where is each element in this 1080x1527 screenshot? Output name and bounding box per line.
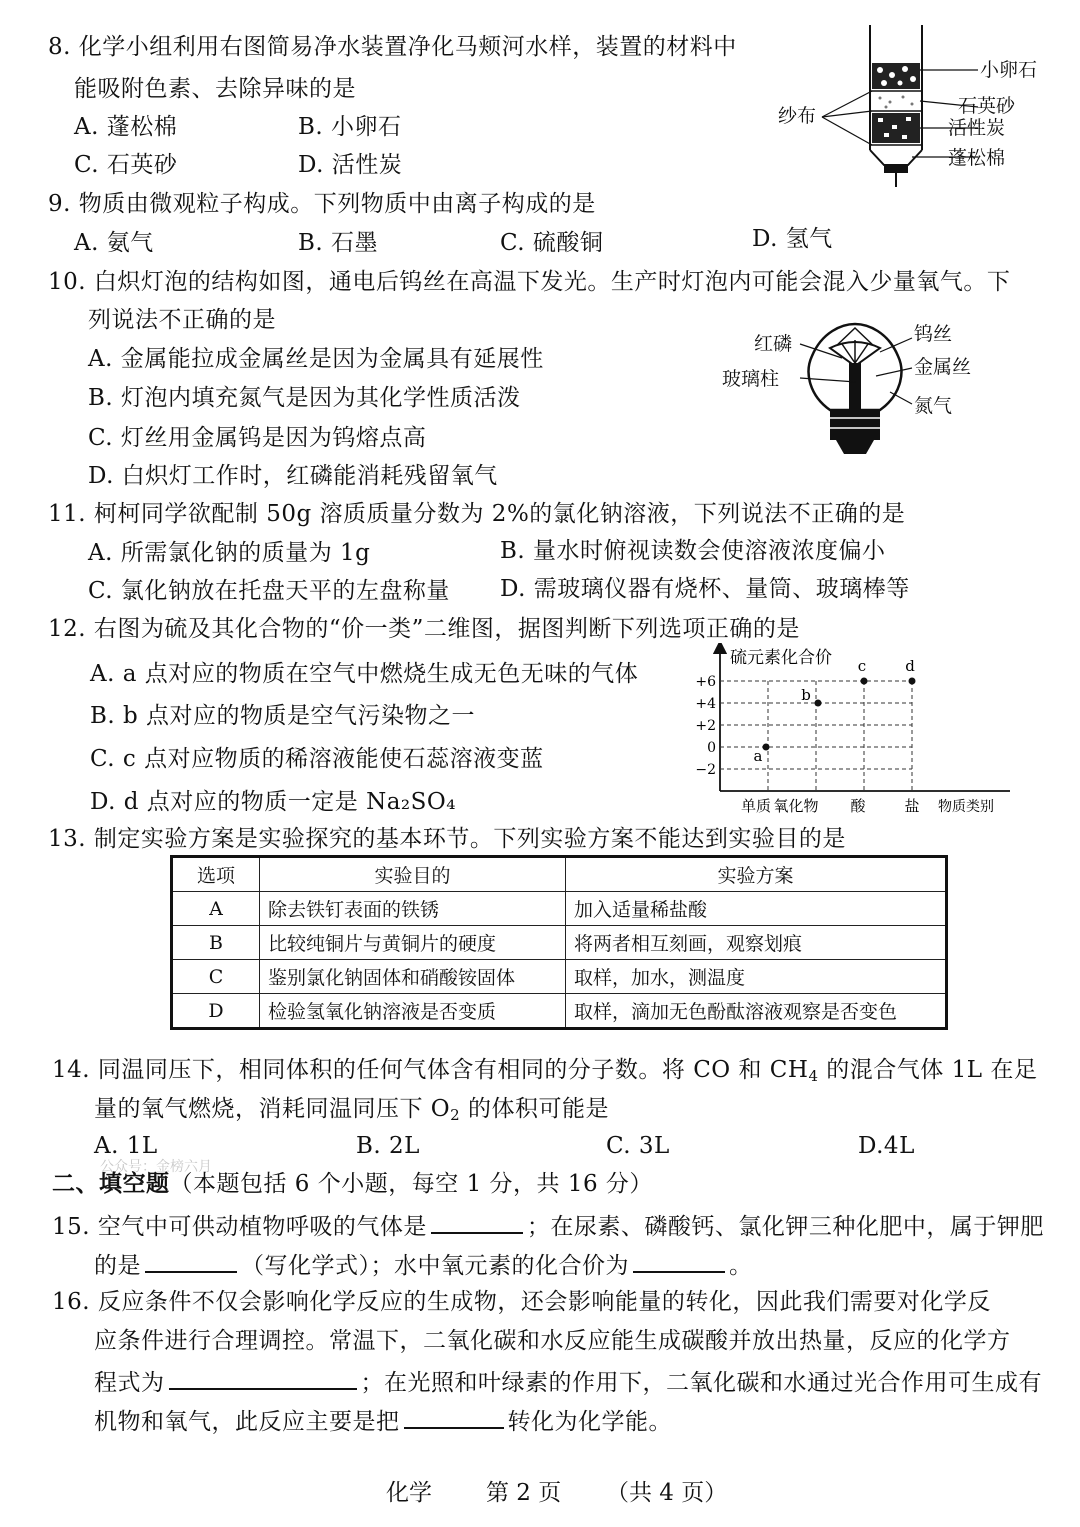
q14-option-b: B. 2L <box>356 1133 420 1159</box>
label-pebble: 小卵石 <box>980 59 1038 81</box>
table-cell: 取样，滴加无色酚酞溶液观察是否变色 <box>566 994 947 1029</box>
table-cell: 将两者相互刻画，观察划痕 <box>566 926 947 960</box>
footer-subject: 化学 <box>386 1480 432 1506</box>
q15-text-1b: ；在尿素、磷酸钙、氯化钾三种化肥中，属于钾肥 <box>526 1214 1044 1240</box>
y-axis-label: 硫元素化合价 <box>730 648 832 668</box>
q12-option-c: C. c 点对应物质的稀溶液能使石蕊溶液变蓝 <box>90 746 544 772</box>
q9-option-c: C. 硫酸铜 <box>500 230 604 256</box>
q11-option-c: C. 氯化钠放在托盘天平的左盘称量 <box>88 578 450 604</box>
table-cell: D <box>172 994 260 1029</box>
label-red-phosphorus: 红磷 <box>754 333 793 355</box>
label-carbon: 活性炭 <box>948 117 1006 139</box>
label-nitrogen: 氮气 <box>914 395 953 417</box>
q14-stem-line2 <box>94 1095 609 1129</box>
q8-option-c: C. 石英砂 <box>74 152 178 178</box>
q9-option-d: D. 氢气 <box>752 226 833 252</box>
table-row <box>172 926 947 960</box>
table-cell: A <box>172 892 260 926</box>
q15-blank-2[interactable] <box>145 1249 237 1273</box>
q12-option-d: D. d 点对应的物质一定是 Na₂SO₄ <box>90 789 456 815</box>
label-quartz: 石英砂 <box>958 95 1016 117</box>
label-metal-wire: 金属丝 <box>914 356 972 378</box>
data-point-label-d: d <box>905 657 915 675</box>
table-cell: 加入适量稀盐酸 <box>566 892 947 926</box>
q10-option-c: C. 灯丝用金属钨是因为钨熔点高 <box>88 425 427 451</box>
x-category-label: 酸 <box>850 797 866 815</box>
y-tick-label: +2 <box>695 718 716 734</box>
y-tick-label: +4 <box>695 696 716 712</box>
table-row <box>172 960 947 994</box>
q15-line2 <box>94 1249 753 1280</box>
table-cell: C <box>172 960 260 994</box>
y-tick-label: +6 <box>695 674 716 690</box>
data-point-a <box>763 744 770 751</box>
q15-text-1a: 15. 空气中可供动植物呼吸的气体是 <box>52 1214 427 1240</box>
q10-option-d: D. 白炽灯工作时，红磷能消耗残留氧气 <box>88 463 498 489</box>
label-gauze: 纱布 <box>778 105 817 127</box>
data-point-c <box>861 678 868 685</box>
q16-text-4b: 转化为化学能。 <box>507 1409 672 1435</box>
q14-stem1-a: 14. 同温同压下，相同体积的任何气体含有相同的分子数。将 CO 和 CH <box>52 1057 809 1083</box>
data-point-d <box>909 678 916 685</box>
q8-option-b: B. 小卵石 <box>298 114 402 140</box>
table-cell: 取样，加水，测温度 <box>566 960 947 994</box>
q14-option-c: C. 3L <box>606 1133 670 1159</box>
q15-text-2b: （写化学式）；水中氧元素的化合价为 <box>241 1253 629 1279</box>
q14-stem1-b: 的混合气体 1L 在足 <box>818 1057 1038 1083</box>
q12-option-b: B. b 点对应的物质是空气污染物之一 <box>90 703 476 729</box>
data-point-b <box>815 700 822 707</box>
q14-stem-line1 <box>52 1056 1037 1090</box>
q14-option-a: A. 1L <box>94 1133 158 1159</box>
q14-stem2-a: 量的氧气燃烧，消耗同温同压下 O <box>94 1096 451 1122</box>
table-header-cell: 实验目的 <box>260 857 566 892</box>
q9-option-a: A. 氨气 <box>74 230 154 256</box>
x-category-label: 氧化物 <box>773 797 819 815</box>
q11-option-a: A. 所需氯化钠的质量为 1g <box>88 540 371 566</box>
q12-stem: 12. 右图为硫及其化合物的“价一类”二维图，据图判断下列选项正确的是 <box>48 616 800 642</box>
watermark: 公众号：金榜六月 <box>100 1159 212 1175</box>
sulfur-valence-chart <box>690 643 1020 818</box>
q14-stem1-sub: 4 <box>808 1067 819 1085</box>
y-tick-label: 0 <box>707 740 716 756</box>
data-point-label-c: c <box>857 657 867 675</box>
q15-line1 <box>52 1210 1044 1241</box>
q8-stem-line1: 8. 化学小组利用右图简易净水装置净化马颊河水样，装置的材料中 <box>48 34 737 60</box>
x-category-label: 盐 <box>904 797 920 815</box>
q8-option-a: A. 蓬松棉 <box>74 114 178 140</box>
table-cell: 比较纯铜片与黄铜片的硬度 <box>260 926 566 960</box>
q9-option-b: B. 石墨 <box>298 230 379 256</box>
q16-line2: 应条件进行合理调控。常温下，二氧化碳和水反应能生成碳酸并放出热量，反应的化学方 <box>94 1328 1011 1354</box>
q15-text-2a: 的是 <box>94 1253 141 1279</box>
footer-page: 第 2 页 <box>486 1480 562 1506</box>
q16-line1: 16. 反应条件不仅会影响化学反应的生成物，还会影响能量的转化，因此我们需要对化学反 <box>52 1289 991 1315</box>
data-point-label-a: a <box>753 747 763 765</box>
q15-text-2c: 。 <box>729 1253 753 1279</box>
q8-stem-line2: 能吸附色素、去除异味的是 <box>74 76 356 102</box>
table-header-cell: 实验方案 <box>566 857 947 892</box>
section2-title: 二、填空题 <box>52 1170 170 1197</box>
label-tungsten: 钨丝 <box>914 323 953 345</box>
q8-option-d: D. 活性炭 <box>298 152 403 178</box>
q10-option-a: A. 金属能拉成金属丝是因为金属具有延展性 <box>88 346 544 372</box>
label-glass-pillar: 玻璃柱 <box>722 368 780 390</box>
footer-total: （共 4 页） <box>606 1480 728 1506</box>
q16-text-3a: 程式为 <box>94 1370 165 1396</box>
table-cell: 鉴别氯化钠固体和硝酸铵固体 <box>260 960 566 994</box>
q11-stem: 11. 柯柯同学欲配制 50g 溶质质量分数为 2%的氯化钠溶液，下列说法不正确的是 <box>48 501 906 527</box>
q9-stem: 9. 物质由微观粒子构成。下列物质中由离子构成的是 <box>48 191 596 217</box>
x-axis-label: 物质类别 <box>938 799 994 815</box>
table-cell: B <box>172 926 260 960</box>
q15-blank-3[interactable] <box>633 1249 725 1273</box>
q11-option-b: B. 量水时俯视读数会使溶液浓度偏小 <box>500 538 886 564</box>
q10-option-b: B. 灯泡内填充氮气是因为其化学性质活泼 <box>88 385 521 411</box>
q12-option-a: A. a 点对应的物质在空气中燃烧生成无色无味的气体 <box>90 661 639 687</box>
x-category-label: 单质 <box>740 797 772 815</box>
q10-stem-line2: 列说法不正确的是 <box>88 307 276 333</box>
q10-stem-line1: 10. 白炽灯泡的结构如图，通电后钨丝在高温下发光。生产时灯泡内可能会混入少量氧气。下 <box>48 269 1011 295</box>
q16-blank-2[interactable] <box>404 1405 504 1429</box>
table-cell: 检验氢氧化钠溶液是否变质 <box>260 994 566 1029</box>
q16-text-3b: ；在光照和叶绿素的作用下，二氧化碳和水通过光合作用可生成有 <box>360 1370 1042 1396</box>
q16-line4 <box>94 1405 672 1436</box>
q13-stem: 13. 制定实验方案是实验探究的基本环节。下列实验方案不能达到实验目的是 <box>48 826 846 852</box>
data-point-label-b: b <box>801 686 811 704</box>
q11-option-d: D. 需玻璃仪器有烧杯、量筒、玻璃棒等 <box>500 576 910 602</box>
section2-note: （本题包括 6 个小题，每空 1 分，共 16 分） <box>169 1171 653 1197</box>
table-row <box>172 994 947 1029</box>
label-cotton: 蓬松棉 <box>948 147 1006 169</box>
table-cell: 除去铁钉表面的铁锈 <box>260 892 566 926</box>
experiment-table <box>170 855 948 1030</box>
table-row <box>172 892 947 926</box>
q14-stem2-b: 的体积可能是 <box>460 1096 610 1122</box>
q14-stem2-sub: 2 <box>450 1106 461 1124</box>
q14-option-d: D.4L <box>858 1133 915 1159</box>
table-header-cell: 选项 <box>172 857 260 892</box>
q16-blank-1[interactable] <box>169 1366 357 1390</box>
section2-heading <box>52 1170 653 1198</box>
y-tick-label: −2 <box>695 762 716 778</box>
q15-blank-1[interactable] <box>431 1210 523 1234</box>
q16-text-4a: 机物和氧气，此反应主要是把 <box>94 1409 400 1435</box>
q16-line3 <box>94 1366 1042 1397</box>
table-header-row <box>172 857 947 892</box>
